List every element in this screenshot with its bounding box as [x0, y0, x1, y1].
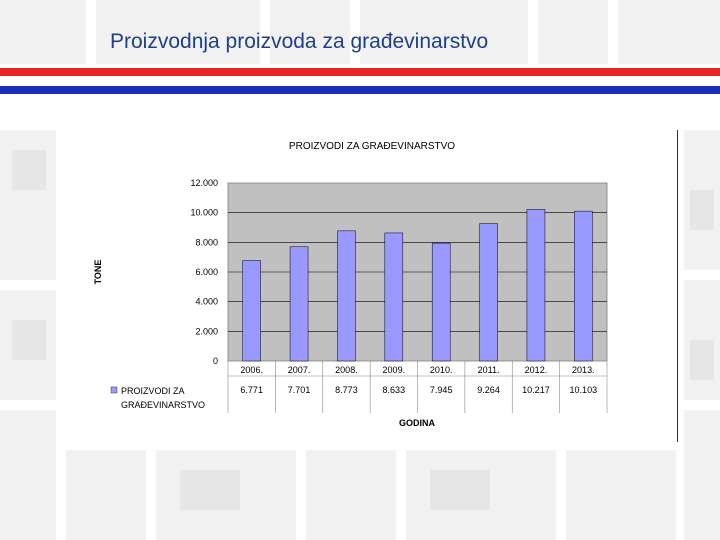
y-tick-label: 4.000 — [195, 296, 218, 307]
data-value-label: 8.633 — [382, 385, 406, 395]
x-axis-label: GODINA — [399, 418, 435, 428]
data-value-label: 6.771 — [240, 385, 263, 395]
bar-chart — [64, 130, 676, 440]
bar — [480, 224, 498, 361]
gap-stripe — [0, 76, 720, 86]
x-tick-label: 2009. — [382, 365, 406, 375]
x-tick-label: 2011. — [477, 365, 500, 375]
legend-label-line: GRAĐEVINARSTVO — [121, 400, 206, 410]
x-tick-label: 2007. — [287, 365, 311, 375]
divider-line — [677, 130, 678, 442]
data-value-label: 9.264 — [477, 385, 500, 395]
y-tick-labels — [190, 178, 218, 366]
chart-title: PROIZVODI ZA GRAĐEVINARSTVO — [288, 141, 456, 152]
data-value-label: 8.773 — [335, 385, 358, 395]
y-tick-label: 10.000 — [190, 207, 218, 218]
y-tick-label: 2.000 — [195, 326, 218, 337]
x-tick-label: 2008. — [335, 365, 358, 375]
legend-label-line: PROIZVODI ZA — [121, 386, 185, 396]
y-tick-label: 8.000 — [195, 237, 218, 248]
data-table — [228, 361, 607, 413]
y-tick-label: 12.000 — [190, 178, 218, 188]
x-tick-label: 2013. — [572, 365, 595, 375]
y-tick-label: 6.000 — [195, 267, 218, 277]
legend-swatch — [111, 387, 117, 393]
legend-label — [121, 386, 205, 410]
data-value-label: 7.701 — [287, 385, 311, 395]
bar — [385, 233, 403, 361]
data-value-label: 10.217 — [522, 385, 550, 395]
slide-title: Proizvodnja proizvoda za građevinarstvo — [110, 30, 489, 53]
y-tick-label: 0 — [212, 356, 218, 366]
bar — [337, 231, 355, 361]
red-stripe — [0, 68, 720, 76]
data-value-label: 10.103 — [569, 385, 598, 395]
x-tick-label: 2006. — [240, 365, 263, 375]
bar — [243, 261, 261, 361]
data-value-label: 7.945 — [429, 385, 453, 395]
bar — [290, 247, 308, 361]
bar — [574, 211, 592, 361]
bar — [432, 243, 450, 361]
blue-stripe — [0, 86, 720, 94]
y-axis-label: TONE — [93, 259, 103, 285]
bar — [527, 209, 545, 361]
x-tick-label: 2012. — [524, 365, 548, 375]
x-tick-label: 2010. — [429, 365, 453, 375]
chart-panel — [64, 130, 676, 440]
